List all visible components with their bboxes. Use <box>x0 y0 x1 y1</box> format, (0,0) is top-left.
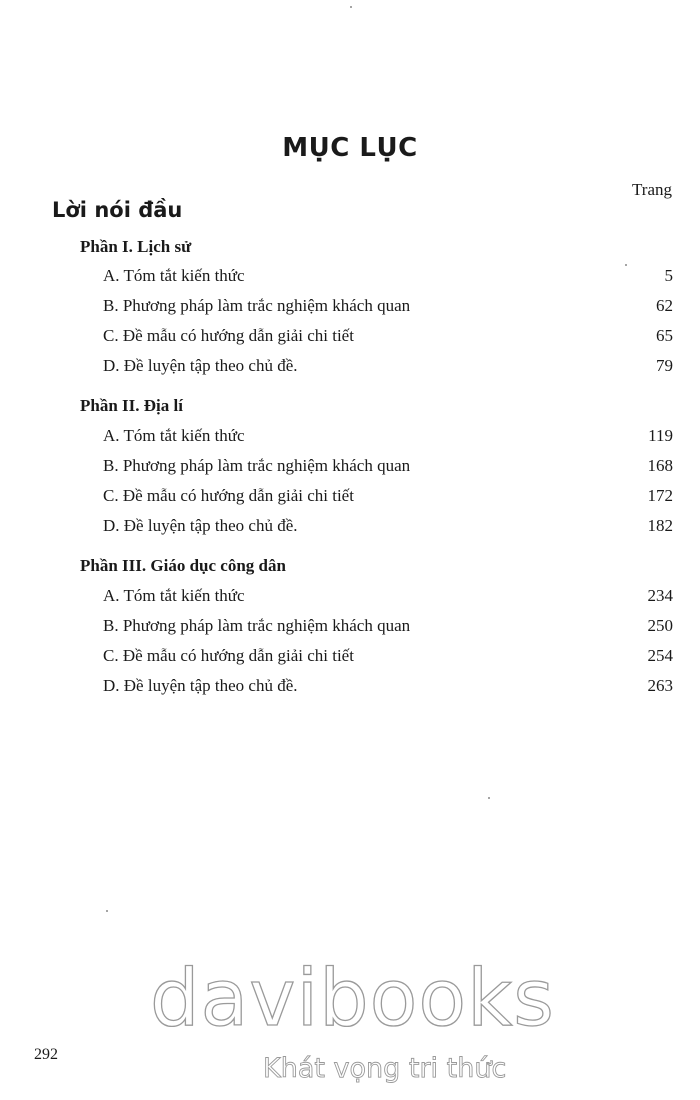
scan-speck <box>625 264 627 266</box>
part-heading-3: Phần III. Giáo dục công dân <box>80 556 286 575</box>
watermark-brand: davibooks <box>150 954 555 1044</box>
toc-entry-label: B. Phương pháp làm trắc nghiệm khách quan <box>103 616 411 635</box>
watermark <box>150 954 570 1100</box>
toc-entry-page: 65 <box>656 326 673 345</box>
toc-entry-label: B. Phương pháp làm trắc nghiệm khách quan <box>103 296 411 315</box>
toc-entry-page: 5 <box>664 266 673 285</box>
toc-entry <box>103 356 673 380</box>
toc-entry-page: 79 <box>656 356 673 375</box>
toc-entry-page: 234 <box>647 586 673 605</box>
toc-entry-label: D. Đề luyện tập theo chủ đề. <box>103 356 298 375</box>
page-title: MỤC LỤC <box>282 133 418 163</box>
toc-entry <box>103 326 673 350</box>
toc-entry-label: A. Tóm tắt kiến thức <box>103 586 245 605</box>
toc-entry <box>103 266 673 290</box>
toc-entry-page: 263 <box>647 676 673 695</box>
toc-entry <box>103 456 673 480</box>
toc-entry-page: 62 <box>656 296 673 315</box>
toc-entry-label: B. Phương pháp làm trắc nghiệm khách quan <box>103 456 411 475</box>
toc-entry-page: 168 <box>647 456 673 475</box>
toc-entry <box>103 616 673 640</box>
scan-speck <box>488 797 490 799</box>
scan-speck <box>350 6 352 8</box>
page-number: 292 <box>34 1046 58 1063</box>
toc-entry-label: A. Tóm tắt kiến thức <box>103 266 245 285</box>
toc-entry-label: C. Đề mẫu có hướng dẫn giải chi tiết <box>103 326 354 345</box>
toc-entry-label: D. Đề luyện tập theo chủ đề. <box>103 676 298 695</box>
toc-entry <box>103 676 673 700</box>
toc-entry <box>103 486 673 510</box>
toc-entry-page: 254 <box>647 646 673 665</box>
toc-entry-page: 172 <box>647 486 673 505</box>
toc-entry-page: 119 <box>648 426 673 445</box>
preface-heading: Lời nói đầu <box>52 198 183 222</box>
toc-entry <box>103 646 673 670</box>
part-heading-2: Phần II. Địa lí <box>80 396 183 415</box>
toc-entry-label: C. Đề mẫu có hướng dẫn giải chi tiết <box>103 486 354 505</box>
toc-entry <box>103 426 673 450</box>
scan-speck <box>106 910 108 912</box>
watermark-slogan: Khát vọng tri thức <box>263 1053 507 1084</box>
part-heading-1: Phần I. Lịch sử <box>80 237 192 256</box>
toc-entry-page: 182 <box>647 516 673 535</box>
toc-entry <box>103 516 673 540</box>
toc-entry-page: 250 <box>647 616 673 635</box>
toc-entry-label: C. Đề mẫu có hướng dẫn giải chi tiết <box>103 646 354 665</box>
page-column-label: Trang <box>632 180 672 199</box>
toc-entry <box>103 586 673 610</box>
toc-entry <box>103 296 673 320</box>
toc-entry-label: D. Đề luyện tập theo chủ đề. <box>103 516 298 535</box>
toc-entry-label: A. Tóm tắt kiến thức <box>103 426 245 445</box>
